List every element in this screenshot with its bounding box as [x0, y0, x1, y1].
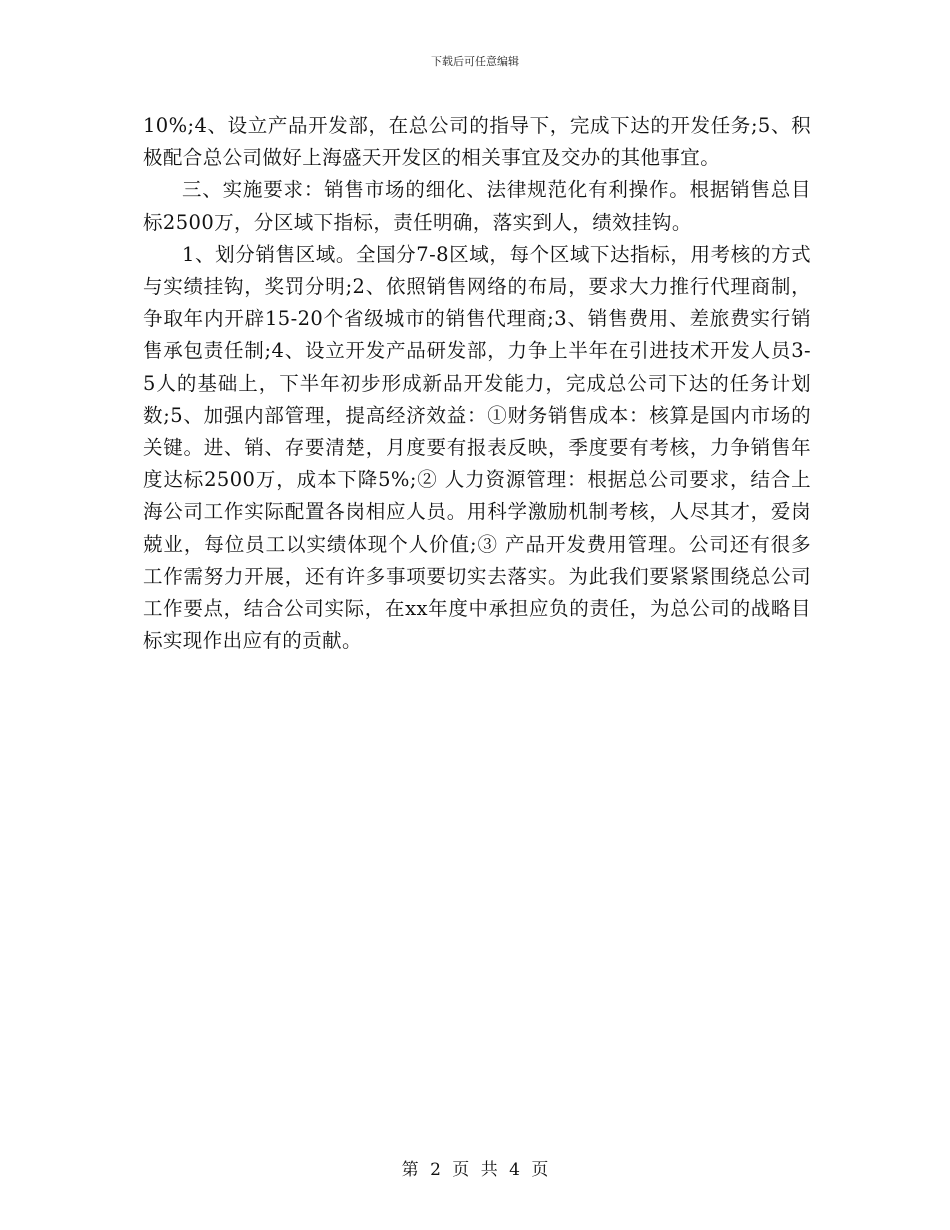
paragraph-sales-regions: 1、划分销售区域。全国分7-8区域，每个区域下达指标，用考核的方式与实绩挂钩，奖罚分明;2、依照销售网络的布局，要求大力推行代理商制，争取年内开辟15-20个省级城市的销售代理商;3、销售费用、差旅费实行销售承包责任制;4、设立开发产品研发部，力争上半年在引进技术开发人员3-5人的基础上，下半年初步形成新品开发能力，完成总公司下达的任务计划数;5、加强内部管理，提高经济效益：①财务销售成本：核算是国内市场的关键。进、销、存要清楚，月度要有报表反映，季度要有考核，力争销售年度达标2500万，成本下降5%;② 人力资源管理：根据总公司要求，结合上海公司工作实际配置各岗相应人员。用科学激励机制考核，人尽其才，爱岗兢业，每位员工以实绩体现个人价值;③ 产品开发费用管理。公司还有很多工作需努力开展，还有许多事项要切实去落实。为此我们要紧紧围绕总公司工作要点，结合公司实际，在xx年度中承担应负的责任，为总公司的战略目标实现作出应有的贡献。	[143, 242, 811, 653]
page-header: 下载后可任意编辑	[431, 55, 519, 68]
paragraph-implementation-requirements: 三、实施要求：销售市场的细化、法律规范化有利操作。根据销售总目标2500万，分区域下指标，责任明确，落实到人，绩效挂钩。	[143, 178, 811, 234]
document-body	[143, 110, 811, 657]
page-number: 第 2 页 共 4 页	[401, 1160, 549, 1180]
paragraph-continuation: 10%;4、设立产品开发部，在总公司的指导下，完成下达的开发任务;5、积极配合总公司做好上海盛天开发区的相关事宜及交办的其他事宜。	[143, 114, 811, 170]
